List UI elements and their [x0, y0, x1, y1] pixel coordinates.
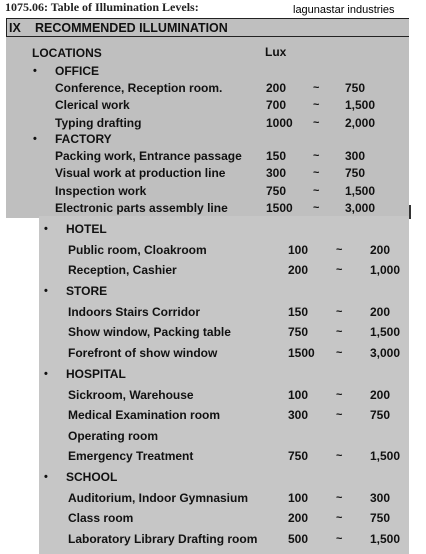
- lux-max-value: 200: [370, 304, 391, 319]
- lux-min-value: 1500: [288, 345, 315, 360]
- section-title: RECOMMENDED ILLUMINATION: [35, 21, 228, 35]
- range-dash: ~: [336, 491, 343, 504]
- lux-max-value: 2,000: [345, 115, 376, 130]
- range-dash: ~: [313, 116, 320, 129]
- lux-max-value: 750: [370, 511, 391, 526]
- location-label: Forefront of show window: [68, 345, 218, 360]
- column-header-locations: LOCATIONS: [32, 46, 102, 60]
- lux-max-value: 300: [345, 149, 366, 164]
- group-heading: STORE: [66, 284, 108, 298]
- range-dash: ~: [313, 150, 320, 163]
- lux-max-value: 1,500: [345, 98, 376, 113]
- range-dash: ~: [336, 305, 343, 318]
- range-dash: ~: [313, 167, 320, 180]
- location-label: Class room: [68, 511, 134, 526]
- group-heading: FACTORY: [55, 132, 112, 146]
- range-dash: ~: [313, 184, 320, 197]
- group-bullet: •: [44, 471, 48, 483]
- range-dash: ~: [336, 264, 343, 277]
- range-dash: ~: [313, 99, 320, 112]
- group-bullet: •: [44, 285, 48, 297]
- lux-max-value: 750: [370, 408, 391, 423]
- group-bullet: •: [33, 133, 37, 145]
- location-label: Public room, Cloakroom: [68, 242, 207, 257]
- lux-min-value: 100: [288, 387, 309, 402]
- location-label: Laboratory Library Drafting room: [68, 531, 258, 546]
- range-dash: ~: [336, 512, 343, 525]
- header-left-rule: [6, 18, 7, 37]
- range-dash: ~: [313, 82, 320, 95]
- column-header-lux: Lux: [265, 45, 287, 59]
- location-label: Auditorium, Indoor Gymnasium: [68, 490, 249, 505]
- lux-max-value: 1,500: [345, 183, 376, 198]
- header-top-rule: [6, 18, 409, 19]
- group-bullet: •: [44, 368, 48, 380]
- lux-max-value: 750: [345, 166, 366, 181]
- group-heading: OFFICE: [55, 64, 99, 78]
- group-heading: HOTEL: [66, 222, 107, 236]
- document-caption: 1075.06: Table of Illumination Levels:: [5, 0, 199, 14]
- location-label: Emergency Treatment: [68, 449, 194, 464]
- lux-min-value: 150: [266, 149, 287, 164]
- lux-min-value: 750: [288, 449, 309, 464]
- lux-min-value: 700: [266, 98, 287, 113]
- lux-min-value: 200: [288, 263, 309, 278]
- location-label: Indoors Stairs Corridor: [68, 304, 201, 319]
- lux-max-value: 1,500: [370, 531, 401, 546]
- group-heading: HOSPITAL: [66, 367, 126, 381]
- section-number: IX: [9, 21, 21, 35]
- lux-min-value: 100: [288, 490, 309, 505]
- location-label: Visual work at production line: [55, 166, 226, 181]
- location-label: Show window, Packing table: [68, 325, 231, 340]
- location-label: Conference, Reception room.: [55, 81, 223, 96]
- location-label: Packing work, Entrance passage: [55, 149, 242, 164]
- range-dash: ~: [336, 243, 343, 256]
- lux-min-value: 750: [288, 325, 309, 340]
- scan-edge-line: [409, 205, 411, 219]
- location-label: Sickroom, Warehouse: [68, 387, 194, 402]
- lux-min-value: 300: [288, 408, 309, 423]
- company-name: lagunastar industries: [293, 4, 395, 16]
- lux-max-value: 3,000: [370, 345, 401, 360]
- lux-max-value: 300: [370, 490, 391, 505]
- group-heading: SCHOOL: [66, 470, 118, 484]
- lux-max-value: 1,000: [370, 263, 401, 278]
- lux-max-value: 1,500: [370, 449, 401, 464]
- lux-min-value: 1000: [266, 115, 293, 130]
- range-dash: ~: [336, 450, 343, 463]
- lux-max-value: 3,000: [345, 200, 376, 215]
- location-label: Operating room: [68, 428, 159, 443]
- lux-max-value: 200: [370, 242, 391, 257]
- lux-min-value: 200: [266, 81, 287, 96]
- lux-max-value: 750: [345, 81, 366, 96]
- group-bullet: •: [33, 65, 37, 77]
- range-dash: ~: [336, 346, 343, 359]
- lux-max-value: 200: [370, 387, 391, 402]
- location-label: Typing drafting: [55, 115, 142, 130]
- lux-min-value: 200: [288, 511, 309, 526]
- lux-min-value: 150: [288, 304, 309, 319]
- location-label: Clerical work: [55, 98, 130, 113]
- lux-min-value: 100: [288, 242, 309, 257]
- location-label: Reception, Cashier: [68, 263, 177, 278]
- lux-min-value: 750: [266, 183, 287, 198]
- range-dash: ~: [336, 532, 343, 545]
- lux-min-value: 500: [288, 531, 309, 546]
- lux-min-value: 300: [266, 166, 287, 181]
- group-bullet: •: [44, 223, 48, 235]
- range-dash: ~: [336, 326, 343, 339]
- location-label: Medical Examination room: [68, 408, 221, 423]
- header-bottom-rule: [6, 36, 409, 37]
- lux-max-value: 1,500: [370, 325, 401, 340]
- range-dash: ~: [336, 409, 343, 422]
- location-label: Inspection work: [55, 183, 147, 198]
- range-dash: ~: [336, 388, 343, 401]
- range-dash: ~: [313, 201, 320, 214]
- lux-min-value: 1500: [266, 200, 293, 215]
- location-label: Electronic parts assembly line: [55, 200, 228, 215]
